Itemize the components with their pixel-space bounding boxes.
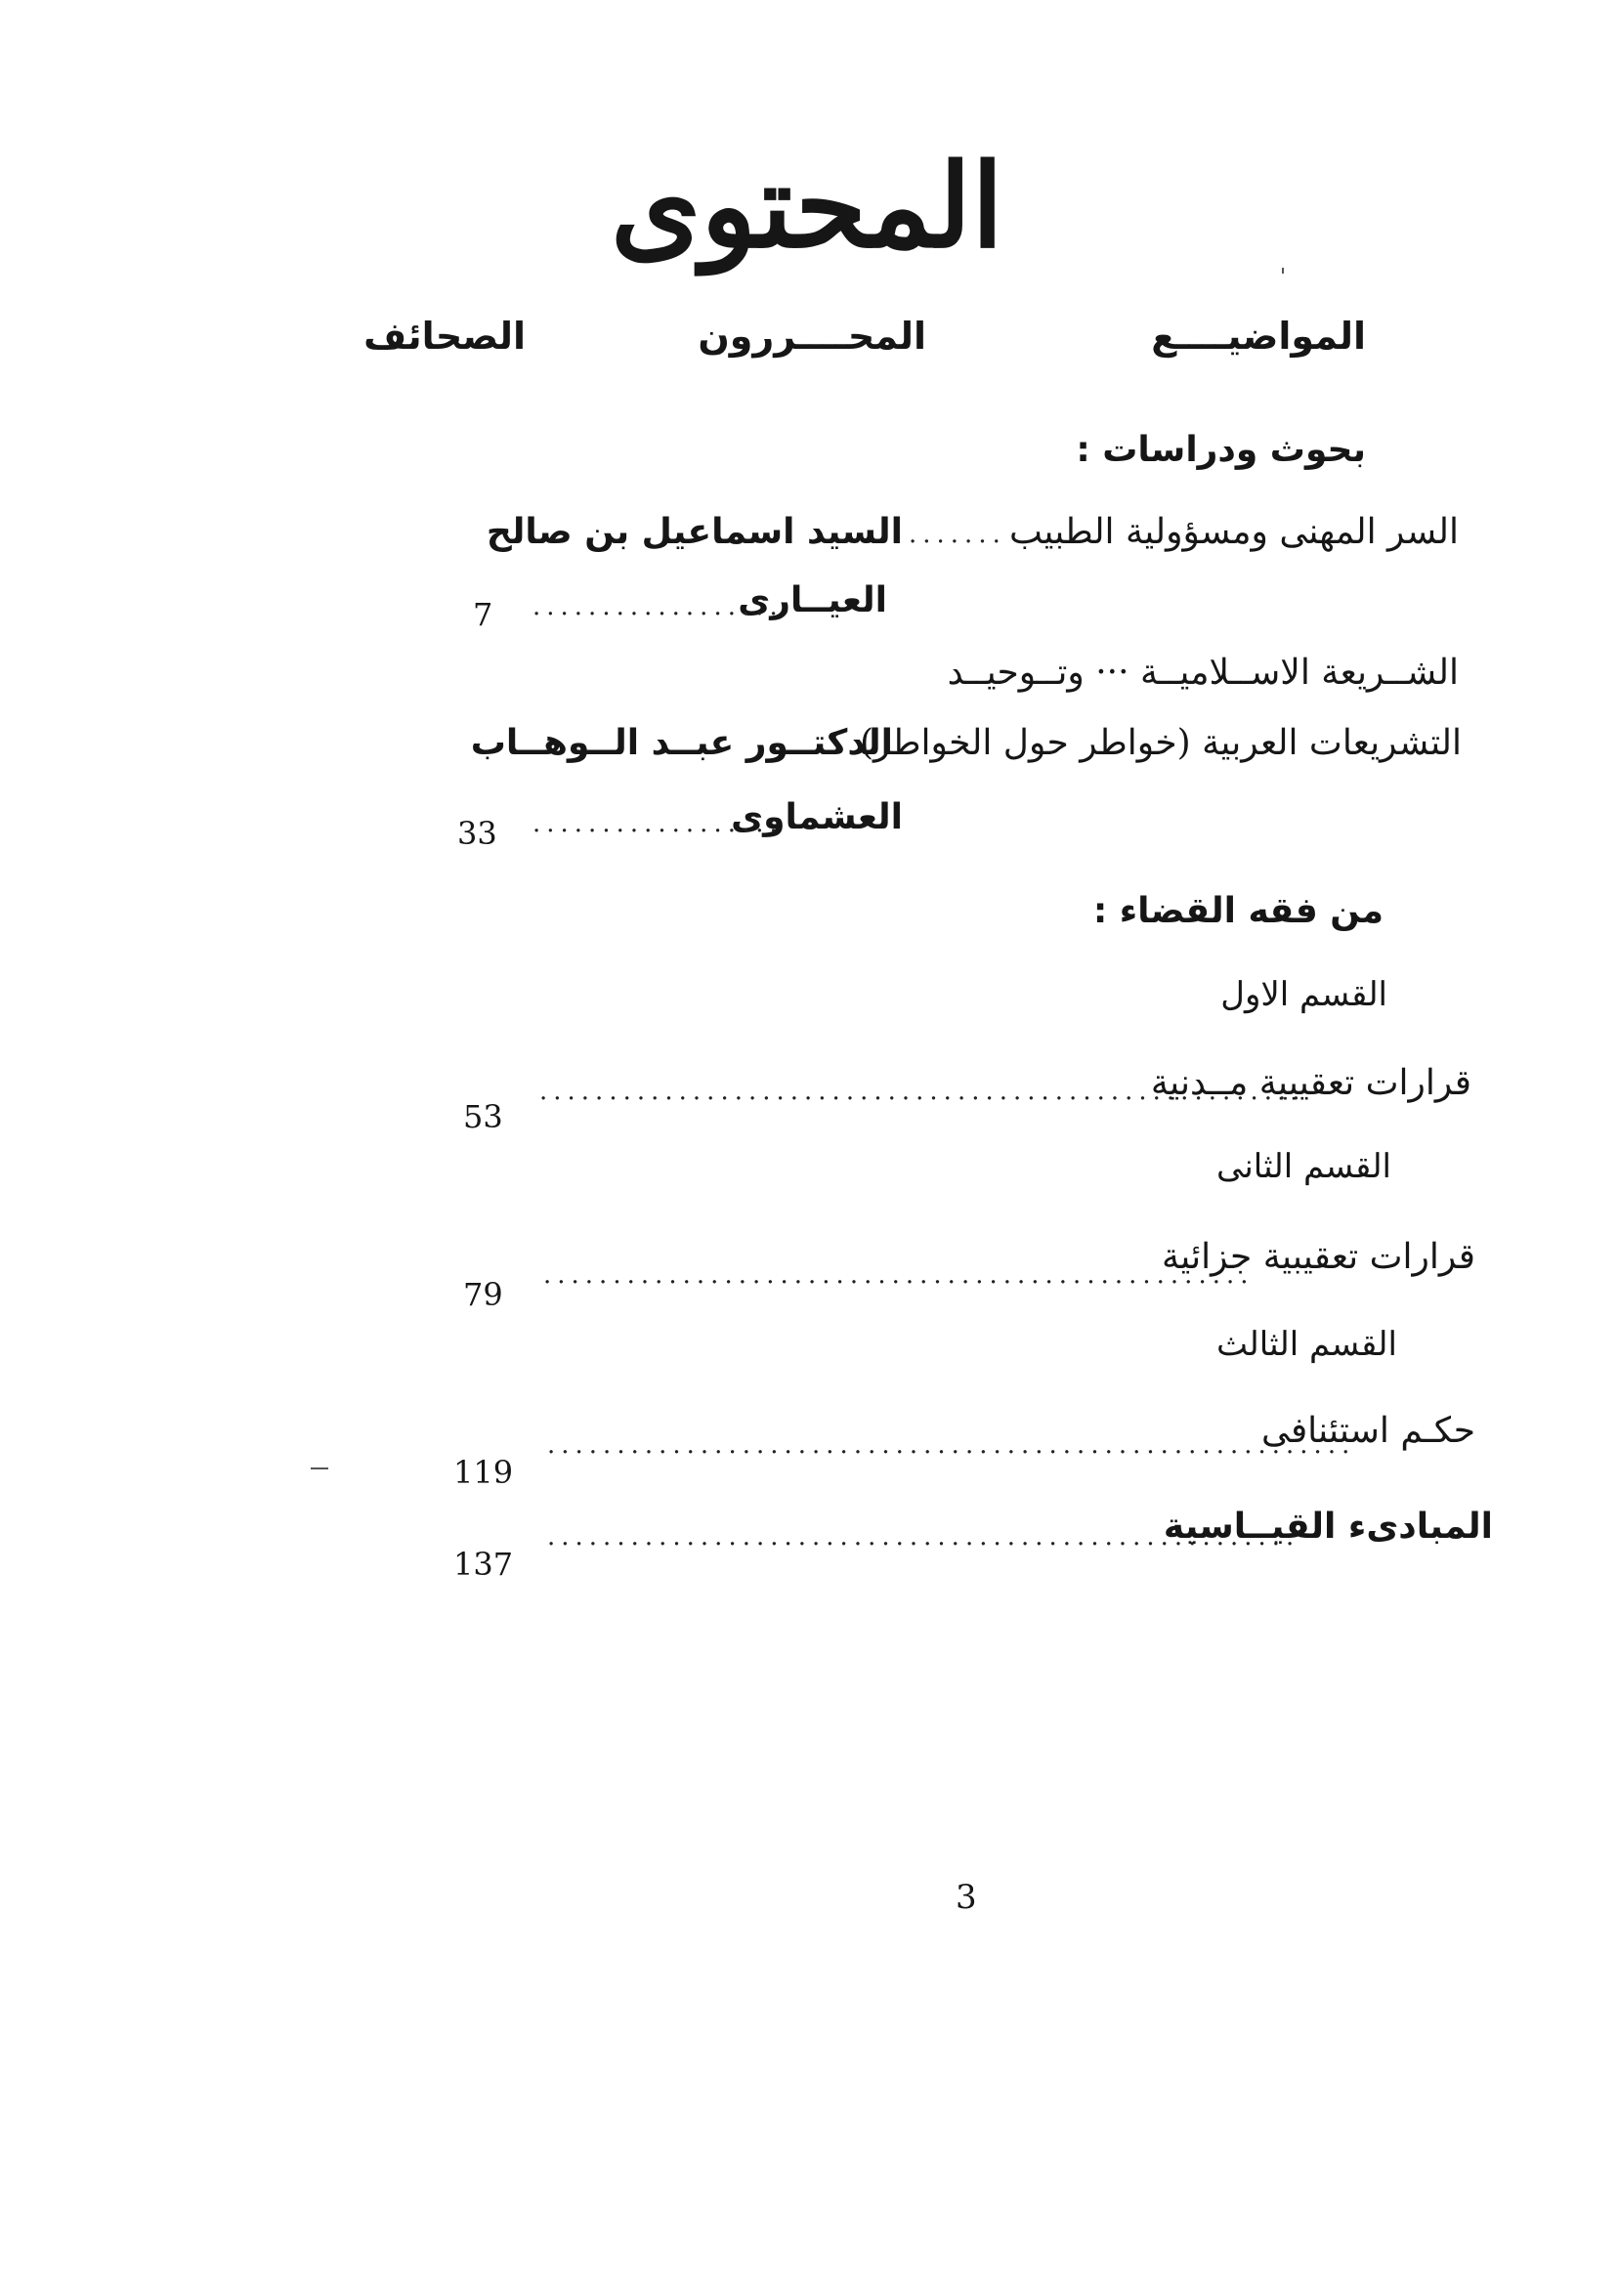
dot-leader: ·················· bbox=[532, 817, 784, 846]
scan-speck bbox=[311, 1467, 328, 1469]
dot-leader: ·················· bbox=[532, 600, 784, 629]
entry-title: الشــريعة الاســلاميــة ··· وتــوحيــد bbox=[947, 653, 1459, 693]
column-header-editors: المحــــررون bbox=[698, 315, 926, 358]
dot-leader: ······· bbox=[909, 528, 1006, 557]
section-heading-jurisprudence: من فقه القضاء : bbox=[1092, 891, 1384, 931]
entry-author: الدكتــور عبــد الــوهــاب bbox=[470, 723, 893, 763]
column-header-pages: الصحائف bbox=[363, 315, 526, 358]
entry-author-continued: العشماوى bbox=[731, 797, 903, 837]
dot-leader: ·························································· bbox=[547, 1438, 1356, 1467]
entry-author-continued: العيــارى bbox=[738, 580, 887, 620]
entry-page-number: 119 bbox=[453, 1454, 514, 1491]
scan-speck bbox=[1282, 268, 1284, 274]
entry-page-number: 137 bbox=[453, 1546, 514, 1583]
entry-page-number: 33 bbox=[457, 815, 497, 852]
section-heading-studies: بحوث ودراسات : bbox=[1076, 430, 1366, 470]
entry-title: قرارات تعقيبية جزائية bbox=[1161, 1237, 1475, 1277]
entry-title: السر المهنى ومسؤولية الطبيب bbox=[1008, 512, 1459, 552]
dot-leader: ······················································ bbox=[547, 1530, 1300, 1559]
part-label: القسم الثالث bbox=[1216, 1325, 1397, 1364]
entry-page-number: 53 bbox=[463, 1098, 503, 1135]
entry-page-number: 79 bbox=[463, 1276, 503, 1313]
entry-page-number: 7 bbox=[473, 596, 493, 633]
entry-title: قرارات تعقيبية مــدنية bbox=[1150, 1063, 1471, 1103]
dot-leader: ··················································· bbox=[543, 1268, 1255, 1297]
entry-title: حكـم استئنافى bbox=[1260, 1411, 1475, 1451]
part-label: القسم الثانى bbox=[1216, 1147, 1391, 1186]
entry-author: السيد اسماعيل بن صالح bbox=[486, 512, 903, 552]
part-label: القسم الاول bbox=[1220, 975, 1387, 1014]
entry-title-continued: التشريعات العربية (خواطر حول الخواطر) bbox=[859, 723, 1462, 763]
footer-page-number: 3 bbox=[956, 1878, 977, 1917]
dot-leader: ······················································· bbox=[539, 1084, 1306, 1114]
entry-title-final: المبادىء القيــاسية bbox=[1163, 1507, 1493, 1547]
page-title: المحتوى bbox=[610, 138, 1004, 274]
column-header-topics: المواضيــــع bbox=[1151, 315, 1366, 358]
